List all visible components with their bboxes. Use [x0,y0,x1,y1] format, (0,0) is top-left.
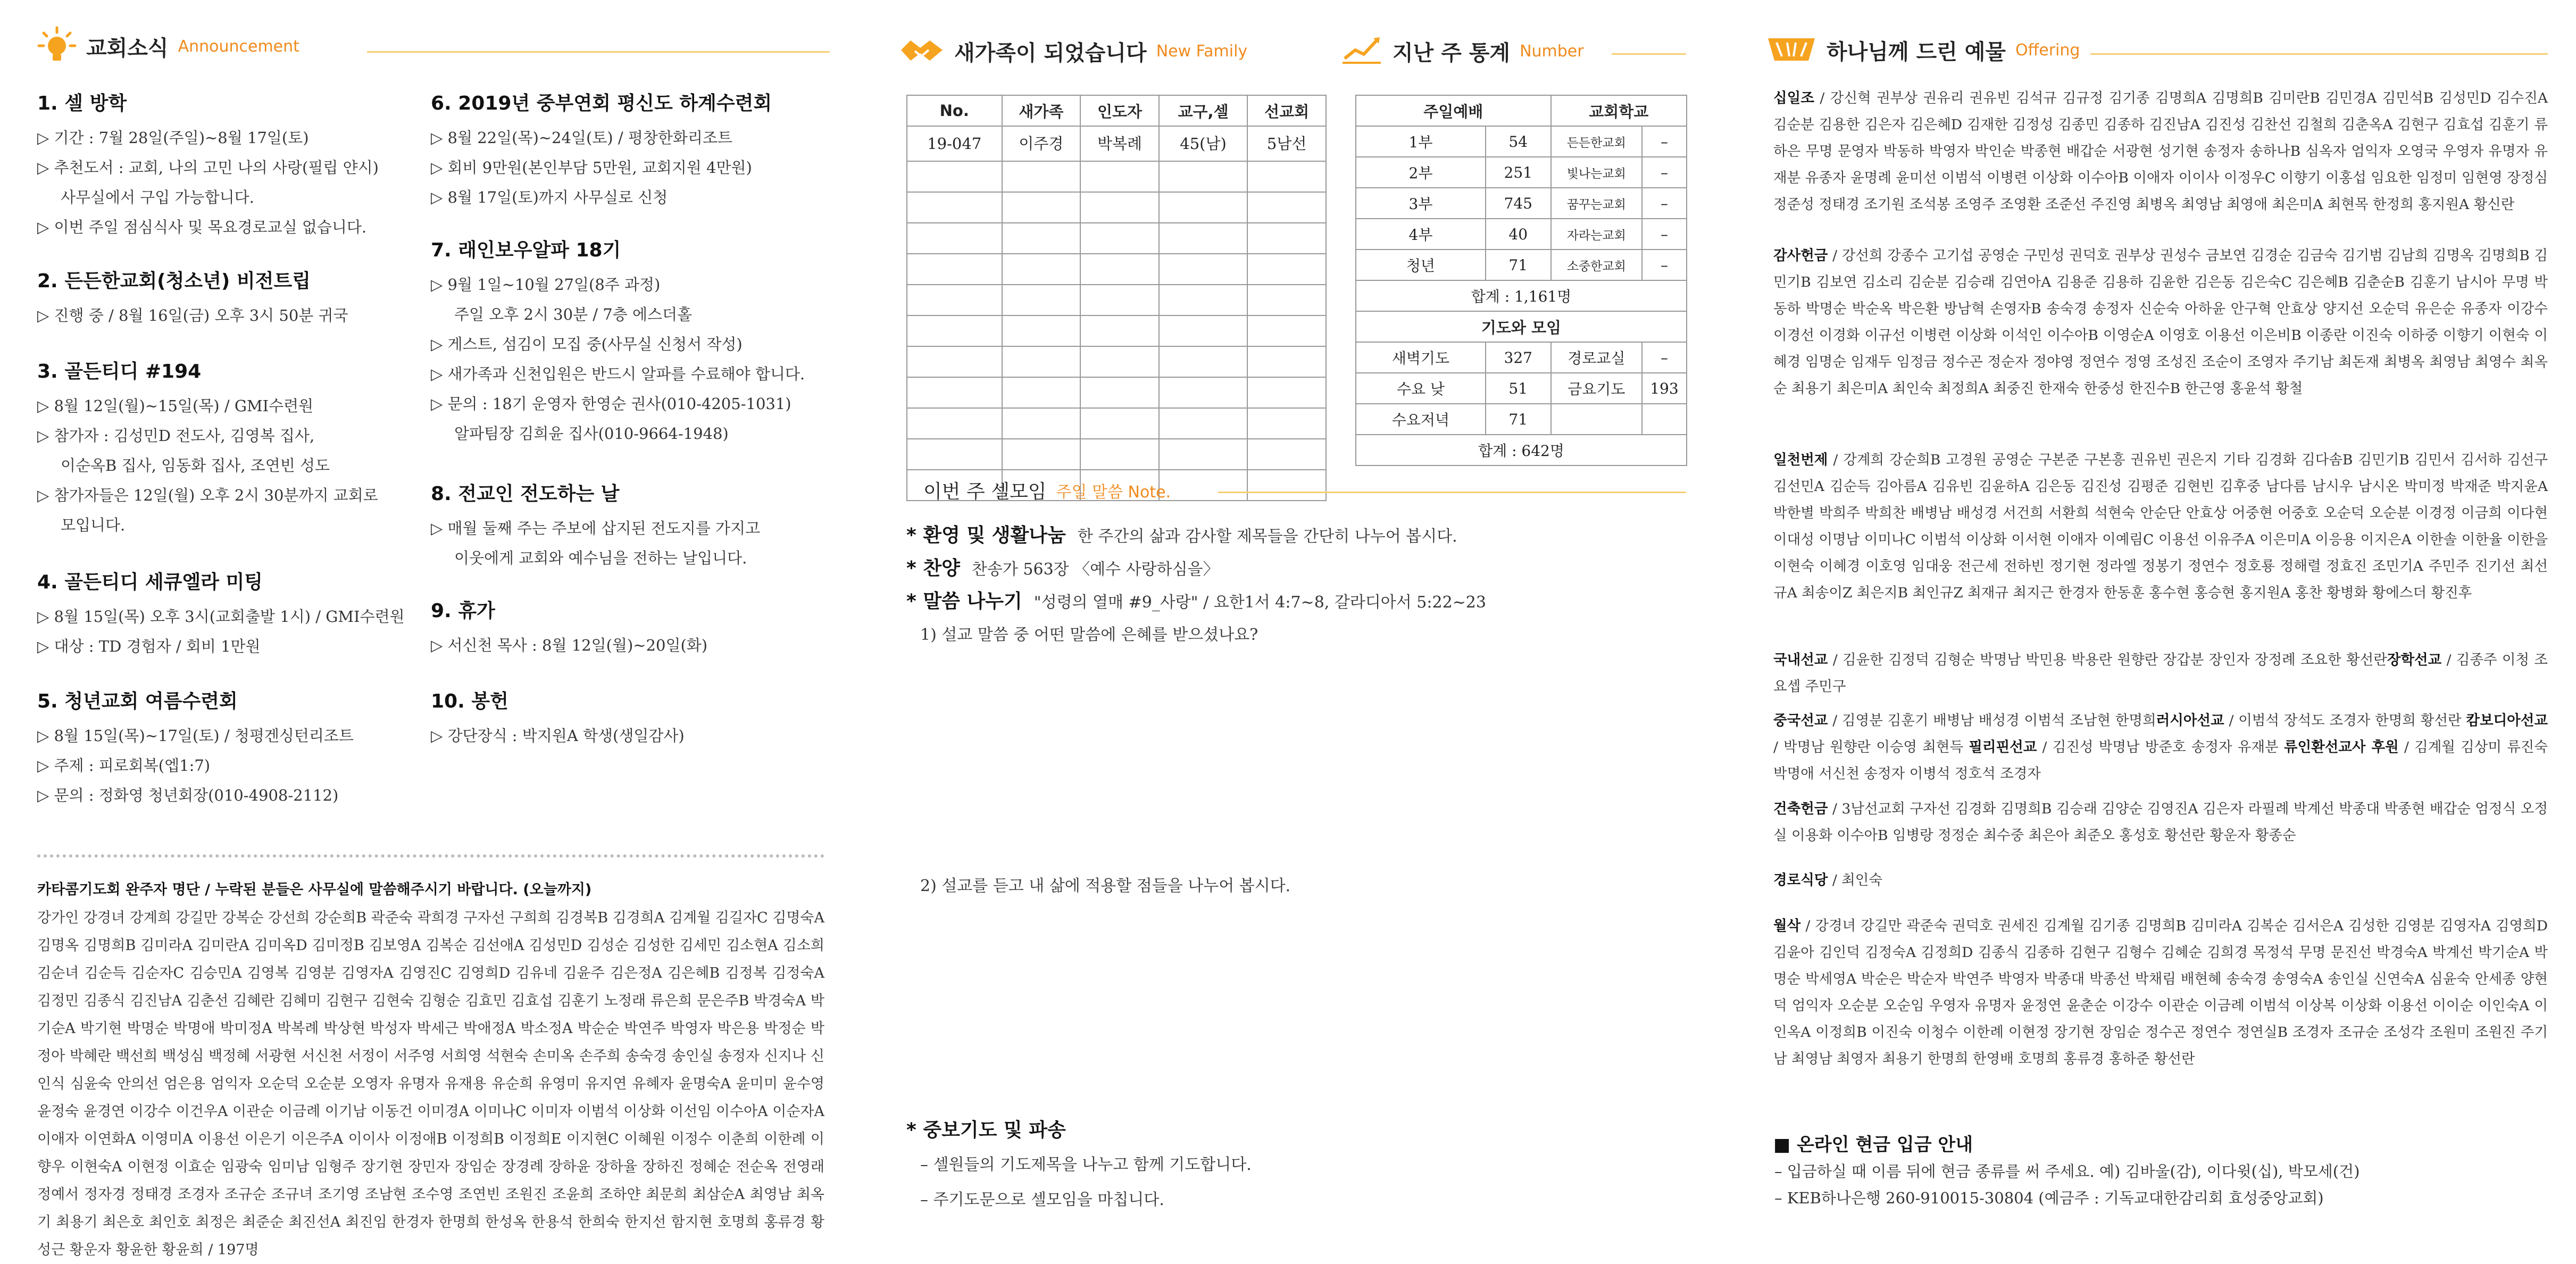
new-family-cell [907,315,1002,346]
offering-names: / 강계희 강순희B 고경원 공영순 구본준 구본흥 권유빈 권은지 기타 김경화 김다솜B 김민기B 김민서 김서하 김선구 김선민A 김순득 김아름A 김유빈 김윤하A 김은동 김진성 김평준 김현빈 김후중 남다름 남시우 남시온 박미정 박재준 박지윤A 박한별 박희주 박희찬 배병남 배성경 서건희 서환희 석현숙 안순단 안효상 어중현 어중호 오순덕 오순분 이경정 이금희 이다현 이대성 이명남 이미나C 이범석 이상화 이서현 이애자 이예림C 이용선 이유주A 이은미A 이응용 이지은A 이한솔 이한율 이한을 이현숙 이혜경 이호영 임대웅 전근세 전하빈 정기현 정라엘 정봉기 정연수 정호룡 정해렬 정효진 조민기A 주민주 진기선 최선규A 최송이Z 최은지B 최인규Z 최재규 최지근 한경자 한동훈 홍수현 홍승현 홍지원A 홍찬 황병화 황에스더 황진후 [1773,452,2548,601]
new-family-cell [1080,192,1159,223]
announcement-item-line: ▷ 강단장식 : 박지원A 학생(생일감사) [431,727,685,745]
worship-row [1356,219,1687,250]
offering-section [1773,647,2548,700]
offering-label: 러시아선교 [2156,712,2224,729]
sermon-label: * 말씀 나누기 [906,591,1022,612]
announcement-item-line: ▷ 9월 1일~10월 27일(8주 과정) [431,276,661,294]
announcement-item-line: ▷ 참가자들은 12일(월) 오후 2시 30분까지 교회로 [37,486,378,504]
new-family-cell [1159,315,1248,346]
new-family-cell [1159,254,1248,285]
new-family-cell [1080,223,1159,254]
announcement-item-line: ▷ 문의 : 정화영 청년회장(010-4908-2112) [37,786,339,804]
welcome-item [906,520,1457,547]
new-family-cell [1080,285,1159,315]
offering-names: / 이범석 장석도 조경자 한명희 황선란 [2224,712,2466,729]
header-rule [2090,53,2548,55]
announcement-item-line: ▷ 8월 17일(토)까지 사무실로 신청 [431,188,668,206]
new-family-empty-row [907,439,1326,470]
new-family-subtitle: New Family [1156,41,1248,61]
announcement-item-line: ▷ 기간 : 7월 28일(주일)~8월 17일(토) [37,129,309,147]
announcement-item-line: ▷ 진행 중 / 8월 16일(금) 오후 3시 50분 귀국 [37,306,348,325]
prayer-label: 수요저녁 [1356,404,1486,435]
bank-line-2: – KEB하나은행 260-910015-30804 (예금주 : 기독교대한감리회 효성중앙교회) [1774,1189,2324,1207]
offering-names: / 김계월 김상미 류진숙 박명애 서신천 송정자 이병석 정호석 조경자 [1773,739,2548,782]
announcement-subtitle: Announcement [178,37,299,56]
worship-count: 71 [1486,250,1551,280]
announcement-item-line: ▷ 새가족과 신천입원은 반드시 알파를 수료해야 합니다. [431,365,805,383]
new-family-empty-row [907,346,1326,377]
new-family-cell [1002,346,1081,377]
offering-label: 국내선교 [1773,652,1828,668]
new-family-cell [1080,254,1159,285]
announcement-item [431,686,685,751]
new-family-cell [1002,377,1081,408]
offering-label: 필리핀선교 [1969,739,2037,755]
new-family-cell [1159,408,1248,439]
bank-line-1: – 입금하실 때 이름 뒤에 현금 종류를 써 주세요. 예) 김바울(감), 이다윗(십), 박모세(건) [1774,1162,2360,1180]
announcement-column [37,0,830,1257]
new-family-col-header: 선교회 [1247,95,1326,126]
new-family-empty-row [907,161,1326,192]
new-family-cell [1247,377,1326,408]
prayer-count: 327 [1486,342,1551,373]
new-family-cell [1247,408,1326,439]
offering-names: / 강선희 강종수 고기섭 공영순 구민성 권덕호 권부상 권성수 금보연 김경순 김금숙 김기범 김남희 김명옥 김명희B 김민기B 김보연 김소리 김순분 김승래 김연아A 김용준 김용하 김윤한 김은동 김은숙C 김은혜B 김춘순B 김훈기 남시아 무명 박동하 박명순 박순옥 박은환 방남혁 손영자B 송숙경 송정자 신순숙 아하윤 안구혁 안효상 양지선 오순덕 유은순 유종자 이강수 이경선 이경화 이규선 이병련 이상화 이석인 이수아B 이영순A 이영호 이용선 이은비B 이종란 이진숙 이하중 이향기 이현숙 이혜경 임명순 임재두 임정금 정수곤 정순자 정야영 정연수 정영 조성진 조순이 조영자 주기남 최돈재 최병옥 최영남 최영수 최옥순 최용기 최은미A 최인숙 최정희A 최중진 한재숙 한중성 한진수B 한근영 홍윤석 황철 [1773,247,2548,397]
announcement-item [37,88,379,242]
offering-label: 십일조 [1773,90,1814,106]
school-label: 빛나는교회 [1551,157,1642,188]
announcement-item-line: ▷ 매월 둘째 주는 주보에 삽지된 전도지를 가지고 [431,519,761,537]
announcement-item-line: 사무실에서 구입 가능합니다. [61,188,254,206]
new-family-cell [907,192,1002,223]
new-family-cell [1080,408,1159,439]
new-family-table [906,95,1327,501]
intercession-line-2: – 주기도문으로 셀모임을 마칩니다. [920,1191,1164,1209]
prayer-count-2: – [1642,342,1687,373]
new-family-cell [907,161,1002,192]
announcement-item [37,356,378,540]
new-family-cell [1159,285,1248,315]
offering-section [1773,708,2548,787]
prayer-label-2: 경로교실 [1551,342,1642,373]
welcome-label: * 환영 및 생활나눔 [906,525,1066,546]
worship-label: 청년 [1356,250,1486,280]
announcement-item-title: 4. 골든티디 세큐엘라 미팅 [37,571,263,593]
offering-label: 중국선교 [1773,712,1828,729]
announcement-item-line: ▷ 이번 주일 점심식사 및 목요경로교실 없습니다. [37,218,367,236]
offering-title: 하나님께 드린 예물 [1827,39,2006,64]
announcement-item-line: ▷ 8월 22일(목)~24일(토) / 평창한화리조트 [431,129,732,147]
worship-label: 1부 [1356,126,1486,157]
offering-label: 경로식당 [1773,872,1828,888]
announcement-item [431,596,707,660]
worship-count: 745 [1486,188,1551,219]
worship-count: 251 [1486,157,1551,188]
trend-chart-icon [1340,34,1383,68]
last-week-header [1340,34,1584,68]
school-label: 자라는교회 [1551,219,1642,250]
header-rule [1612,53,1686,55]
bank-title: ■ 온라인 현금 입금 안내 [1773,1134,1973,1155]
new-family-cell [907,254,1002,285]
new-family-cell [1247,470,1326,501]
school-count: – [1642,157,1687,188]
new-family-title: 새가족이 되었습니다 [954,40,1147,65]
school-label: 소중한교회 [1551,250,1642,280]
new-family-cell [1080,346,1159,377]
intercession-item [906,1115,1066,1142]
new-family-cell [1159,192,1248,223]
prayer-label-2 [1551,404,1642,435]
prayer-row [1356,342,1687,373]
new-family-cell [1247,285,1326,315]
announcement-item-title: 9. 휴가 [431,600,495,622]
new-family-cell [907,346,1002,377]
praise-label: * 찬양 [906,558,960,579]
new-family-cell [1002,408,1081,439]
new-family-col-header: 교구,셀 [1159,95,1248,126]
sermon-text: "성령의 열매 #9_사랑" / 요한1서 4:7~8, 갈라디아서 5:22~23 [1033,593,1486,612]
new-family-cell: 19-047 [907,126,1002,161]
new-family-cell: 45(남) [1159,126,1248,161]
school-count: – [1642,219,1687,250]
new-family-header [899,34,1247,68]
announcement-item-line: 이순옥B 집사, 임동화 집사, 조연빈 성도 [61,456,330,475]
prayer-count-2 [1642,404,1687,435]
announcement-item-title: 5. 청년교회 여름수련회 [37,691,238,712]
announcement-item [37,266,348,330]
prayer-count-2: 193 [1642,373,1687,404]
announcement-item-line: 주일 오후 2시 30분 / 7층 에스더홀 [454,305,693,323]
last-week-subtitle: Number [1520,41,1584,61]
offering-label: 류인환선교사 후원 [2283,739,2399,755]
offering-label: 월삭 [1773,918,1801,934]
dotted-divider [37,854,824,858]
announcement-item-line: ▷ 8월 12일(월)~15일(목) / GMI수련원 [37,397,314,415]
offering-names: / 강경녀 강길만 곽준숙 권덕호 권세진 김계월 김기종 김명희B 김미라A 김복순 김서은A 김성한 김영분 김영자A 김영희D 김윤아 김인덕 김정숙A 김정희D 김종식 김종하 김현구 김형수 김혜순 김희경 목정석 무명 문진선 박경숙A 박계선 박기순A 박명순 박세영A 박순은 박순자 박연주 박영자 박종대 박종선 박채림 배현혜 송숙경 송영숙A 송인실 신연숙A 심윤숙 안세종 양현덕 엄익자 오순분 오순임 우영자 유명자 윤정연 윤춘순 이강수 이관순 이금례 이범석 이상복 이상화 이용선 이이순 이인숙A 이인옥A 이정희B 이진숙 이청수 이한례 이현정 장기현 장임순 정수곤 정연수 정연실B 조경자 조규순 조성각 조원미 조원진 주기남 최영남 최영자 최용기 한명희 한영배 호명희 홍류경 홍하준 황선란 [1773,918,2548,1067]
new-family-cell [1159,161,1248,192]
new-family-cell [1002,161,1081,192]
intercession-line-1: – 셀원들의 기도제목을 나누고 함께 기도합니다. [920,1155,1252,1174]
announcement-item-line: ▷ 8월 15일(목)~17일(토) / 청평겐싱턴리조트 [37,727,354,745]
offering-section [1773,447,2548,606]
new-family-cell [1080,161,1159,192]
worship-row [1356,157,1687,188]
header-rule [1218,492,1686,493]
announcement-item-title: 1. 셀 방학 [37,93,127,114]
new-family-cell: 이주경 [1002,126,1081,161]
prayer-label-2: 금요기도 [1551,373,1642,404]
announcement-item-line: ▷ 추천도서 : 교회, 나의 고민 나의 사랑(필립 얀시) [37,159,379,177]
worship-row [1356,126,1687,157]
intercession-label: * 중보기도 및 파송 [906,1119,1066,1141]
announcement-item-line: ▷ 주제 : 피로회복(엡1:7) [37,756,211,775]
header-rule [367,51,830,53]
prayer-names: 강가인 강경녀 강계희 강길만 강복순 강선희 강순희B 곽준숙 곽희경 구자선 구희희 김경복B 김경희A 김계월 김길자C 김명숙A 김명옥 김명희B 김미라A 김미란A 김미옥D 김미정B 김보영A 김복순 김선애A 김성민D 김성순 김성한 김세민 김소현A 김소희 김순녀 김순득 김순자C 김승민A 김영복 김영분 김영자A 김영진C 김영희D 김유네 김윤주 김은정A 김은혜B 김정복 김정숙A 김정민 김종식 김진남A 김춘선 김혜란 김혜미 김현구 김현숙 김형순 김효민 김효섭 김훈기 노정래 류은희 문은주B 박경숙A 박기순A 박기현 박명순 박명애 박미정A 박복례 박상현 박성자 박세근 박애정A 박소정A 박순순 박연주 박영자 박은용 박정순 박정아 박혜란 백선희 백성심 백정혜 서광현 서신천 서정이 서주영 서희영 석현숙 손미옥 손주희 송숙경 송인실 송정자 신지나 신인식 심윤숙 안의선 엄은용 엄익자 오순덕 오순분 오영자 유명자 유재용 유순희 유영미 유지연 유혜자 윤명숙A 윤미미 윤수영 윤정숙 윤경연 이강수 이건우A 이관순 이금례 이기남 이동건 이미경A 이미나C 이미자 이범석 이상화 이선임 이수아A 이순자A 이애자 이연화A 이영미A 이용선 이은기 이은주A 이이사 이정애B 이정희B 이정희E 이지현C 이혜원 이정수 이춘희 이한례 이향우 이현숙A 이현정 이효순 임광숙 임미남 임형주 장기현 장민자 장임순 장경례 장하윤 장하율 장하진 정혜순 전순옥 전영래 정예서 정자경 정태경 조경자 조규순 조규녀 조기영 조남현 조수영 조연빈 조원진 조윤희 조하얀 최문희 최삼순A 최영남 최옥기 최용기 최은호 최인호 최정은 최준순 최진선A 최진임 한경자 한명희 한성옥 한용석 한희숙 한지선 함지현 호명희 홍류경 황성근 황운자 황윤한 황윤희 / 197명 [37,910,825,1258]
prayer-row [1356,373,1687,404]
offering-names: / 김종주 이청 조요셉 주민구 [1773,652,2548,695]
new-family-col-header: 새가족 [1002,95,1081,126]
worship-row [1356,250,1687,280]
middle-column [899,0,1686,1257]
new-family-cell [907,223,1002,254]
new-family-empty-row [907,192,1326,223]
prayer-count: 51 [1486,373,1551,404]
worship-total: 합계 : 1,161명 [1356,280,1687,311]
announcement-item [431,88,772,212]
announcement-item-line: 모입니다. [61,516,126,534]
announcement-item-title: 8. 전교인 전도하는 날 [431,483,620,505]
new-family-cell [1002,192,1081,223]
new-family-col-header: 인도자 [1080,95,1159,126]
offering-basket-icon [1766,34,1817,66]
handshake-icon [899,34,945,68]
new-family-cell [1247,315,1326,346]
school-count: – [1642,188,1687,219]
question-1: 1) 설교 말씀 중 어떤 말씀에 은혜를 받으셨나요? [920,626,1258,644]
new-family-empty-row [907,223,1326,254]
new-family-cell [1002,223,1081,254]
new-family-cell [1159,346,1248,377]
school-count: – [1642,126,1687,157]
announcement-item [431,235,805,448]
cell-meeting-subtitle: 주일 말씀 Note. [1056,483,1171,502]
announcement-header [37,26,299,67]
cell-meeting-header [923,477,1171,504]
announcement-item-line: ▷ 문의 : 18기 운영자 한영순 권사(010-4205-1031) [431,395,791,413]
prayer-total: 합계 : 642명 [1356,435,1687,465]
offering-header [1766,34,2080,66]
offering-label: 감사헌금 [1773,247,1828,264]
new-family-empty-row [907,285,1326,315]
new-family-cell [1080,439,1159,470]
announcement-item-title: 3. 골든티디 #194 [37,361,202,382]
new-family-cell [1080,377,1159,408]
prayer-count: 71 [1486,404,1551,435]
new-family-cell [907,439,1002,470]
new-family-empty-row [907,315,1326,346]
offering-names: / 박명남 원향란 이승영 최현득 [1773,739,1969,755]
prayer-notice-title: 카타콤기도회 완주자 명단 / 누락된 분들은 사무실에 말씀해주시기 바랍니다. (오늘까지) [37,882,592,898]
announcement-item [37,567,405,661]
school-label: 꿈꾸는교회 [1551,188,1642,219]
prayer-label: 새벽기도 [1356,342,1486,373]
announcement-item-line: ▷ 게스트, 섬김이 모집 중(사무실 신청서 작성) [431,335,743,353]
new-family-header-row [907,95,1326,126]
offering-label: 장학선교 [2387,652,2442,668]
offering-names: / 김윤한 김정덕 김형순 박명남 박민용 박용란 원향란 장갑분 장인자 장정례 조요한 황선란 [1828,652,2387,668]
question-2: 2) 설교를 듣고 내 삶에 적용할 점들을 나누어 봅시다. [920,877,1291,895]
offering-section [1773,913,2548,1072]
new-family-cell [1159,470,1248,501]
offering-section [1773,243,2548,402]
sermon-item [906,586,1486,613]
worship-label: 2부 [1356,157,1486,188]
lightbulb-icon [37,26,77,67]
new-family-cell [1002,254,1081,285]
offering-label: 건축헌금 [1773,801,1828,817]
worship-label: 3부 [1356,188,1486,219]
new-family-cell [1247,439,1326,470]
new-family-cell [1002,439,1081,470]
offering-names: / 김진성 박명남 방준호 송정자 유재분 [2037,739,2284,755]
worship-count: 40 [1486,219,1551,250]
announcement-item-line: ▷ 참가자 : 김성민D 전도사, 김영복 집사, [37,427,315,445]
announcement-item-line: ▷ 8월 15일(목) 오후 3시(교회출발 1시) / GMI수련원 [37,608,405,626]
new-family-cell [1159,223,1248,254]
new-family-cell [1247,223,1326,254]
school-header: 교회학교 [1551,95,1687,126]
announcement-item-title: 2. 든든한교회(청소년) 비전트립 [37,270,311,292]
school-count: – [1642,250,1687,280]
announcement-item-line: ▷ 회비 9만원(본인부담 5만원, 교회지원 4만원) [431,159,752,177]
announcement-title: 교회소식 [86,36,169,61]
announcement-item-title: 6. 2019년 중부연회 평신도 하계수련회 [431,93,772,114]
new-family-cell [907,408,1002,439]
prayer-header: 기도와 모임 [1356,311,1687,342]
new-family-cell [1247,346,1326,377]
new-family-cell: 박복례 [1080,126,1159,161]
school-label: 든든한교회 [1551,126,1642,157]
announcement-item-line: 알파팀장 김희윤 집사(010-9664-1948) [454,425,729,443]
new-family-row [907,126,1326,161]
offering-column [1766,0,2548,1257]
announcement-item [37,686,354,810]
new-family-cell [907,377,1002,408]
new-family-empty-row [907,254,1326,285]
new-family-cell [1159,377,1248,408]
last-week-title: 지난 주 통계 [1393,40,1511,65]
prayer-label: 수요 낮 [1356,373,1486,404]
offering-names: / 강신혁 권부상 권유리 권유빈 김석규 김규정 김기종 김명희A 김명희B 김미란B 김민경A 김민석B 김성민D 김수진A 김순분 김용한 김은자 김은혜D 김재한 김정성 김종민 김종하 김진남A 김진성 김찬선 김철희 김춘옥A 김현구 김효섭 김훈기 류하은 무명 문영자 박동하 박영자 박인순 박종현 배갑순 서광현 성기현 송정자 송하나B 심옥자 엄익자 오영국 우영자 유명자 유재분 유종자 윤명례 윤미선 이범석 이병련 이상화 이수아B 이애자 이이사 이정우C 이향기 이홍섭 임요한 임정미 임현영 장정심 정준성 정태경 조기원 조석봉 조영주 조영환 조준선 주진영 최병옥 최영남 최영애 최은미A 최현목 한정희 홍지원A 황신란 [1773,90,2548,213]
worship-row [1356,188,1687,219]
new-family-cell [907,285,1002,315]
praise-item [906,553,1219,580]
worship-header: 주일예배 [1356,95,1551,126]
welcome-text: 한 주간의 삶과 감사할 제목들을 간단히 나누어 봅시다. [1077,527,1457,546]
worship-label: 4부 [1356,219,1486,250]
new-family-cell [1159,439,1248,470]
statistics-table [1355,95,1687,466]
new-family-cell [1080,315,1159,346]
offering-label: 캄보디아선교 [2466,712,2548,729]
offering-names: / 최인숙 [1828,872,1882,888]
new-family-cell [1247,161,1326,192]
announcement-item-title: 7. 래인보우알파 18기 [431,239,621,261]
offering-subtitle: Offering [2015,40,2080,60]
offering-names: / 3남선교회 구자선 김경화 김명희B 김승래 김양순 김영진A 김은자 라필례 박계선 박종대 박종현 배갑순 엄정식 오정실 이용화 이수아B 임병랑 정정순 최수중 최은아 최준오 홍성호 황선란 황운자 황종순 [1773,801,2548,844]
new-family-cell [1247,192,1326,223]
new-family-cell [1247,254,1326,285]
offering-names: / 김영분 김훈기 배병남 배성경 이범석 조남현 한명희 [1828,712,2156,729]
announcement-item [431,479,760,573]
new-family-cell: 5남선 [1247,126,1326,161]
new-family-empty-row [907,377,1326,408]
offering-label: 일천번제 [1773,452,1828,468]
announcement-item-line: ▷ 서신천 목사 : 8월 12일(월)~20일(화) [431,636,708,654]
new-family-col-header: No. [907,95,1002,126]
announcement-item-title: 10. 봉헌 [431,691,508,712]
worship-count: 54 [1486,126,1551,157]
new-family-cell [1002,285,1081,315]
cell-meeting-title: 이번 주 셀모임 [923,481,1047,503]
offering-section [1773,796,2548,849]
announcement-item-line: 이웃에게 교회와 예수님을 전하는 날입니다. [454,549,747,567]
prayer-row [1356,404,1687,435]
praise-text: 찬송가 563장 〈예수 사랑하심을〉 [971,560,1219,579]
offering-section [1773,85,2548,218]
announcement-item-line: ▷ 대상 : TD 경험자 / 회비 1만원 [37,637,261,655]
new-family-cell [1002,315,1081,346]
offering-section [1773,867,2548,894]
new-family-empty-row [907,408,1326,439]
